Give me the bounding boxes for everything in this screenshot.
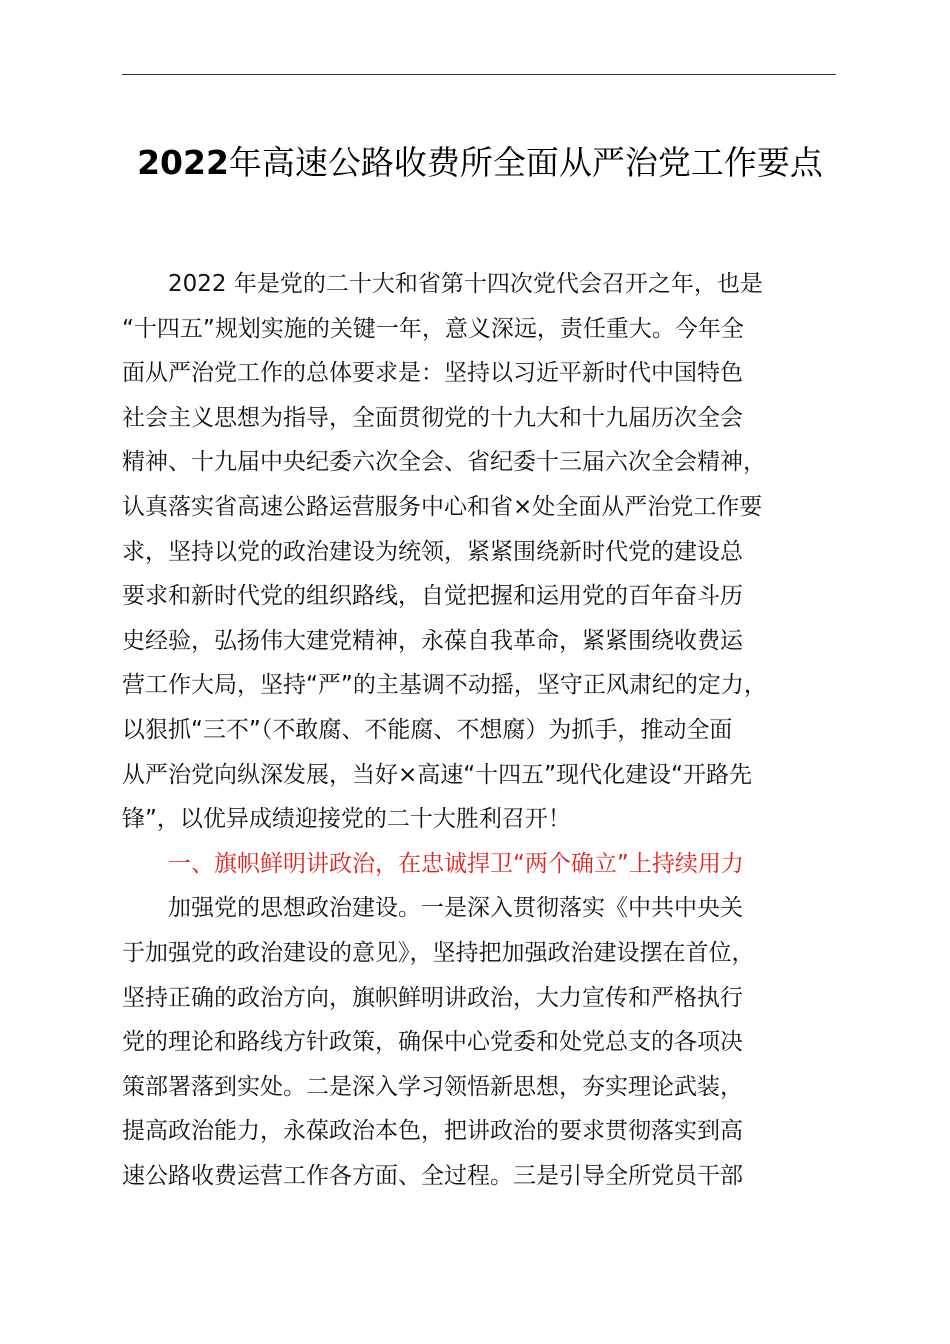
intro-line: 以狠抓“三不”（不敢腐、不能腐、不想腐）为抓手，推动全面	[122, 716, 733, 743]
intro-line: 精神、十九届中央纪委六次全会、省纪委十三届六次全会精神，	[122, 449, 766, 476]
intro-line: 面从严治党工作的总体要求是：坚持以习近平新时代中国特色	[122, 360, 743, 387]
intro-line: 营工作大局，坚持“严”的主基调不动摇，坚守正风肃纪的定力，	[122, 672, 767, 699]
section1-line: 速公路收费运营工作各方面、全过程。三是引导全所党员干部	[122, 1162, 743, 1189]
section1-line: 提高政治能力，永葆政治本色，把讲政治的要求贯彻落实到高	[122, 1118, 743, 1145]
intro-line: 2022 年是党的二十大和省第十四次党代会召开之年，也是	[168, 271, 763, 297]
section1-paragraph	[122, 886, 838, 1198]
section1-line: 于加强党的政治建设的意见》，坚持把加强政治建设摆在首位，	[122, 939, 755, 966]
title-year: 2022	[137, 143, 229, 182]
intro-line: 社会主义思想为指导，全面贯彻党的十九大和十九届历次全会	[122, 404, 743, 431]
intro-line: 史经验，弘扬伟大建党精神，永葆自我革命，紧紧围绕收费运	[122, 627, 743, 654]
header-rule	[122, 74, 836, 75]
intro-line: 要求和新时代党的组织路线，自觉把握和运用党的百年奋斗历	[122, 583, 743, 610]
section1-line: 坚持正确的政治方向，旗帜鲜明讲政治，大力宣传和严格执行	[122, 984, 743, 1011]
section1-line: 加强党的思想政治建设。一是深入贯彻落实《中共中央关	[168, 895, 743, 922]
title-text: 年高速公路收费所全面从严治党工作要点	[228, 143, 823, 182]
section1-line: 策部署落到实处。二是深入学习领悟新思想，夯实理论武装，	[122, 1073, 743, 1100]
intro-line: 认真落实省高速公路运营服务中心和省×处全面从严治党工作要	[122, 493, 763, 520]
section-heading: 一、旗帜鲜明讲政治，在忠诚捍卫“两个确立”上持续用力	[168, 850, 744, 877]
document-title	[120, 140, 840, 186]
section1-line: 党的理论和路线方针政策，确保中心党委和处党总支的各项决	[122, 1029, 743, 1056]
intro-line: 从严治党向纵深发展，当好×高速“十四五”现代化建设“开路先	[122, 761, 753, 788]
intro-line: 锋”，以优异成绩迎接党的二十大胜利召开！	[122, 806, 571, 833]
intro-paragraph	[122, 262, 838, 842]
intro-line: 求，坚持以党的政治建设为统领，紧紧围绕新时代党的建设总	[122, 538, 743, 565]
intro-line: “十四五”规划实施的关键一年，意义深远，责任重大。今年全	[122, 315, 744, 342]
document-body	[122, 262, 838, 1198]
